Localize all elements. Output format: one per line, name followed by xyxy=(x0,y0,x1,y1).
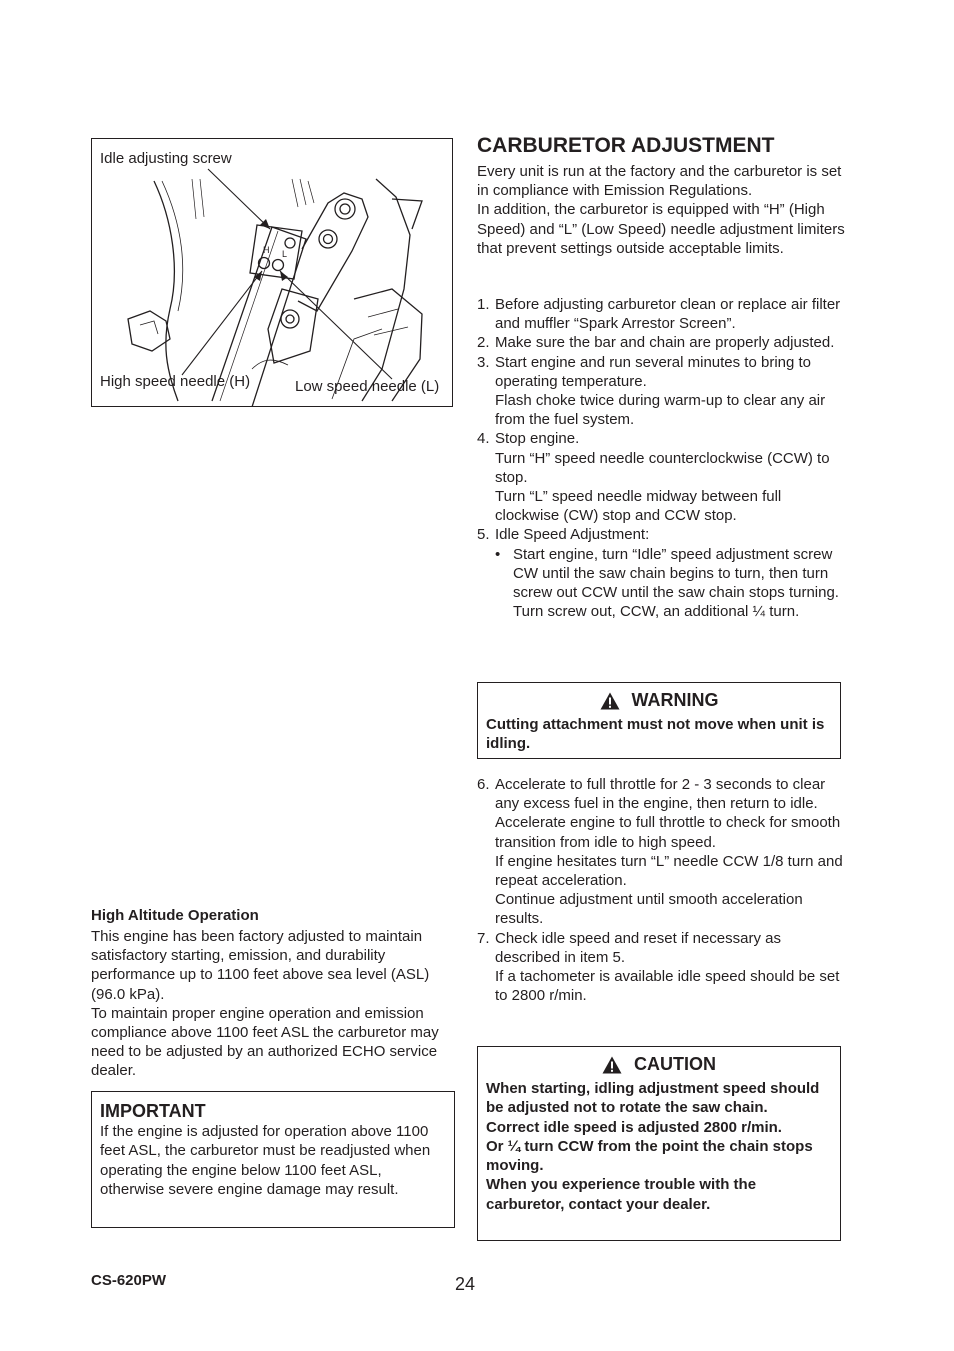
idle-screw-hole xyxy=(285,238,295,248)
step-item xyxy=(477,775,847,929)
caution-line: Correct idle speed is adjusted 2800 r/min. xyxy=(486,1118,782,1136)
steps-list xyxy=(477,295,847,621)
warning-text: Cutting attachment must not move when unit is idling. xyxy=(486,716,825,753)
bullet-item xyxy=(495,545,847,622)
step-line: Make sure the bar and chain are properly adjusted. xyxy=(495,334,835,352)
step-line: Flash choke twice during warm-up to clear any air from the fuel system. xyxy=(495,392,826,429)
bullet-icon: • xyxy=(495,545,501,563)
caution-box xyxy=(477,1046,841,1241)
carburetor-figure xyxy=(91,138,453,407)
high-altitude-title: High Altitude Operation xyxy=(91,907,259,924)
step-line: Turn “H” speed needle counterclockwise (CCW) to stop. xyxy=(495,449,830,486)
step-number: 1. xyxy=(477,296,490,313)
label-low-speed-needle: Low speed needle (L) xyxy=(295,378,440,395)
step-number: 4. xyxy=(477,430,490,448)
step-number: 2. xyxy=(477,334,490,352)
step-line: Accelerate engine to full throttle to check for smooth transition from idle to high speed. xyxy=(495,814,841,851)
step-line: If engine hesitates turn “L” needle CCW 1/8 turn and repeat acceleration. xyxy=(495,852,843,890)
step-number: 7. xyxy=(477,929,490,947)
step-number: 5. xyxy=(477,526,490,544)
label-idle-adjusting-screw: Idle adjusting screw xyxy=(100,150,232,167)
important-text: If the engine is adjusted for operation above 1100 feet ASL, the carburetor must be readjusted when operating the engine below 1100 feet ASL, otherwise severe engine damage may result. xyxy=(100,1123,431,1198)
warning-triangle-icon xyxy=(600,692,620,710)
step-line: Accelerate to full throttle for 2 - 3 seconds to clear any excess fuel in the engine, then return to idle. xyxy=(495,776,826,813)
l-needle-hole xyxy=(273,260,284,271)
step-line: If a tachometer is available idle speed should be set to 2800 r/min. xyxy=(495,968,840,1005)
caution-line: Or ¼ turn CCW from the point the chain stops moving. xyxy=(486,1137,813,1175)
step-line: Turn “L” speed needle midway between full clockwise (CW) stop and CCW stop. xyxy=(495,488,782,525)
step-item xyxy=(477,525,847,621)
step-item xyxy=(477,929,847,1006)
important-title: IMPORTANT xyxy=(100,1101,206,1121)
steps-list-continued xyxy=(477,775,847,1005)
high-altitude-text xyxy=(91,927,461,1081)
warning-box xyxy=(477,682,841,759)
important-box xyxy=(91,1091,455,1228)
footer-model: CS-620PW xyxy=(91,1272,167,1289)
step-number: 3. xyxy=(477,353,490,371)
step-item xyxy=(477,429,847,525)
stamp-l: L xyxy=(282,249,288,259)
intro-paragraph: In addition, the carburetor is equipped with “H” (High Speed) and “L” (Low Speed) needle adjustment limiters that prevent settings outside acceptable limits. xyxy=(477,201,845,257)
step-item xyxy=(477,353,847,430)
carburetor-illustration xyxy=(92,139,453,407)
step-item xyxy=(477,333,847,352)
step-line: Check idle speed and reset if necessary as described in item 5. xyxy=(495,929,781,966)
step-line: Start engine and run several minutes to bring to operating temperature. xyxy=(495,353,812,390)
step-line: Continue adjustment until smooth acceleration results. xyxy=(495,891,803,928)
caution-text xyxy=(478,1075,840,1214)
warning-title: WARNING xyxy=(631,690,719,710)
step-line: Idle Speed Adjustment: xyxy=(495,526,650,544)
page-number: 24 xyxy=(455,1274,476,1294)
caution-line: When you experience trouble with the carburetor, contact your dealer. xyxy=(486,1176,757,1213)
intro-text xyxy=(477,162,847,258)
step-line: Stop engine. xyxy=(495,430,580,448)
step-number: 6. xyxy=(477,776,490,793)
caution-title: CAUTION xyxy=(634,1054,716,1074)
bullet-line: Start engine, turn “Idle” speed adjustment screw CW until the saw chain begins to turn, then turn screw out CCW until the saw chain stops turning. xyxy=(513,545,839,602)
stamp-h: H xyxy=(263,245,270,255)
section-title: CARBURETOR ADJUSTMENT xyxy=(477,134,775,157)
high-altitude-paragraph: To maintain proper engine operation and emission compliance above 1100 feet ASL the carburetor may need to be adjusted by an authorized ECHO service dealer. xyxy=(91,1004,439,1080)
intro-paragraph: Every unit is run at the factory and the carburetor is set in compliance with Emission Regulations. xyxy=(477,163,842,200)
bullet-line: Turn screw out, CCW, an additional ¼ turn. xyxy=(513,603,800,621)
step-line: Before adjusting carburetor clean or replace air filter and muffler “Spark Arrestor Screen”. xyxy=(495,296,841,333)
label-high-speed-needle: High speed needle (H) xyxy=(100,373,251,390)
step-item xyxy=(477,295,847,333)
warning-triangle-icon xyxy=(602,1056,622,1074)
caution-line: When starting, idling adjustment speed should be adjusted not to rotate the saw chain. xyxy=(486,1080,820,1117)
high-altitude-paragraph: This engine has been factory adjusted to maintain satisfactory starting, emission, and durability performance up to 1100 feet above sea level (ASL) (96.0 kPa). xyxy=(91,928,430,1003)
